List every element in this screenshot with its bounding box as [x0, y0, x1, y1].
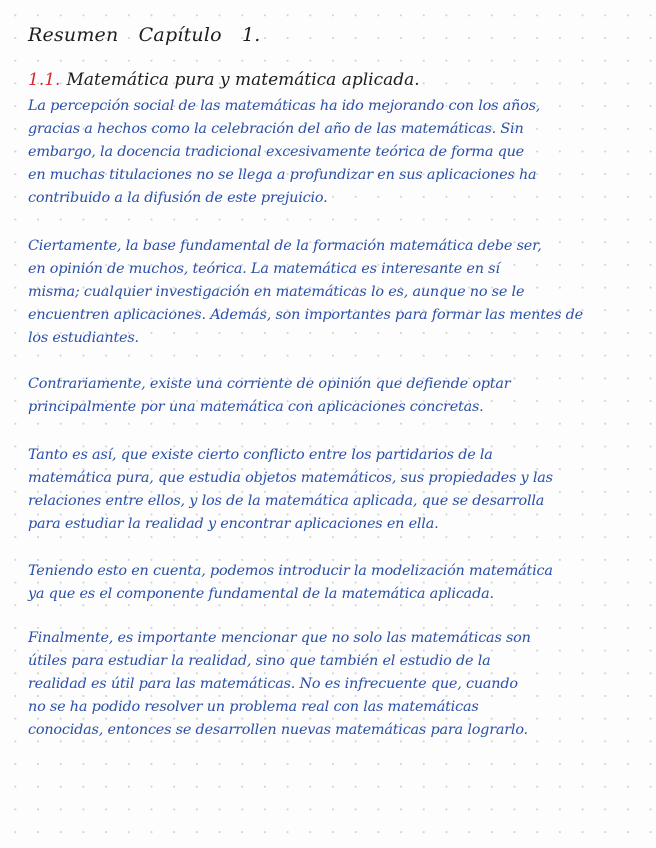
text-line: Contrariamente, existe una corriente de opinión que defiende optar	[28, 376, 511, 392]
text-line: Teniendo esto en cuenta, podemos introducir la modelización matemática	[28, 563, 553, 579]
text-line: matemática pura, que estudia objetos matemáticos, sus propiedades y las	[28, 470, 553, 486]
text-line: contribuido a la difusión de este prejuicio.	[28, 190, 328, 206]
text-line: conocidas, entonces se desarrollen nuevas matemáticas para lograrlo.	[28, 722, 528, 738]
text-line: Ciertamente, la base fundamental de la formación matemática debe ser,	[28, 238, 542, 254]
text-line: principalmente por una matemática con aplicaciones concretas.	[28, 399, 484, 415]
text-line: realidad es útil para las matemáticas. No es infrecuente que, cuando	[28, 676, 518, 692]
text-line: en opinión de muchos, teórica. La matemática es interesante en sí	[28, 261, 500, 277]
section-heading	[28, 70, 420, 90]
text-line: Finalmente, es importante mencionar que no solo las matemáticas son	[28, 630, 531, 646]
text-line: relaciones entre ellos, y los de la matemática aplicada, que se desarrolla	[28, 493, 545, 509]
text-line: no se ha podido resolver un problema real con las matemáticas	[28, 699, 479, 715]
paragraph-5	[28, 560, 648, 606]
paragraph-6	[28, 627, 648, 742]
text-line: gracias a hechos como la celebración del año de las matemáticas. Sin	[28, 121, 524, 137]
paragraph-2	[28, 235, 648, 350]
paragraph-1	[28, 95, 648, 210]
page-title: Resumen Capítulo 1.	[28, 24, 261, 46]
text-line: útiles para estudiar la realidad, sino que también el estudio de la	[28, 653, 491, 669]
text-line: ya que es el componente fundamental de la matemática aplicada.	[28, 586, 494, 602]
paragraph-4	[28, 444, 648, 536]
paragraph-3	[28, 373, 648, 419]
section-number: 1.1.	[28, 70, 61, 90]
text-line: La percepción social de las matemáticas ha ido mejorando con los años,	[28, 98, 541, 114]
text-line: para estudiar la realidad y encontrar aplicaciones en ella.	[28, 516, 439, 532]
text-line: encuentren aplicaciones. Además, son importantes para formar las mentes de	[28, 307, 583, 323]
text-line: los estudiantes.	[28, 330, 139, 346]
text-line: embargo, la docencia tradicional excesivamente teórica de forma que	[28, 144, 524, 160]
text-line: misma; cualquier investigación en matemáticas lo es, aunque no se le	[28, 284, 525, 300]
text-line: Tanto es así, que existe cierto conflicto entre los partidarios de la	[28, 447, 493, 463]
text-line: en muchas titulaciones no se llega a profundizar en sus aplicaciones ha	[28, 167, 537, 183]
section-title: Matemática pura y matemática aplicada.	[66, 70, 420, 90]
